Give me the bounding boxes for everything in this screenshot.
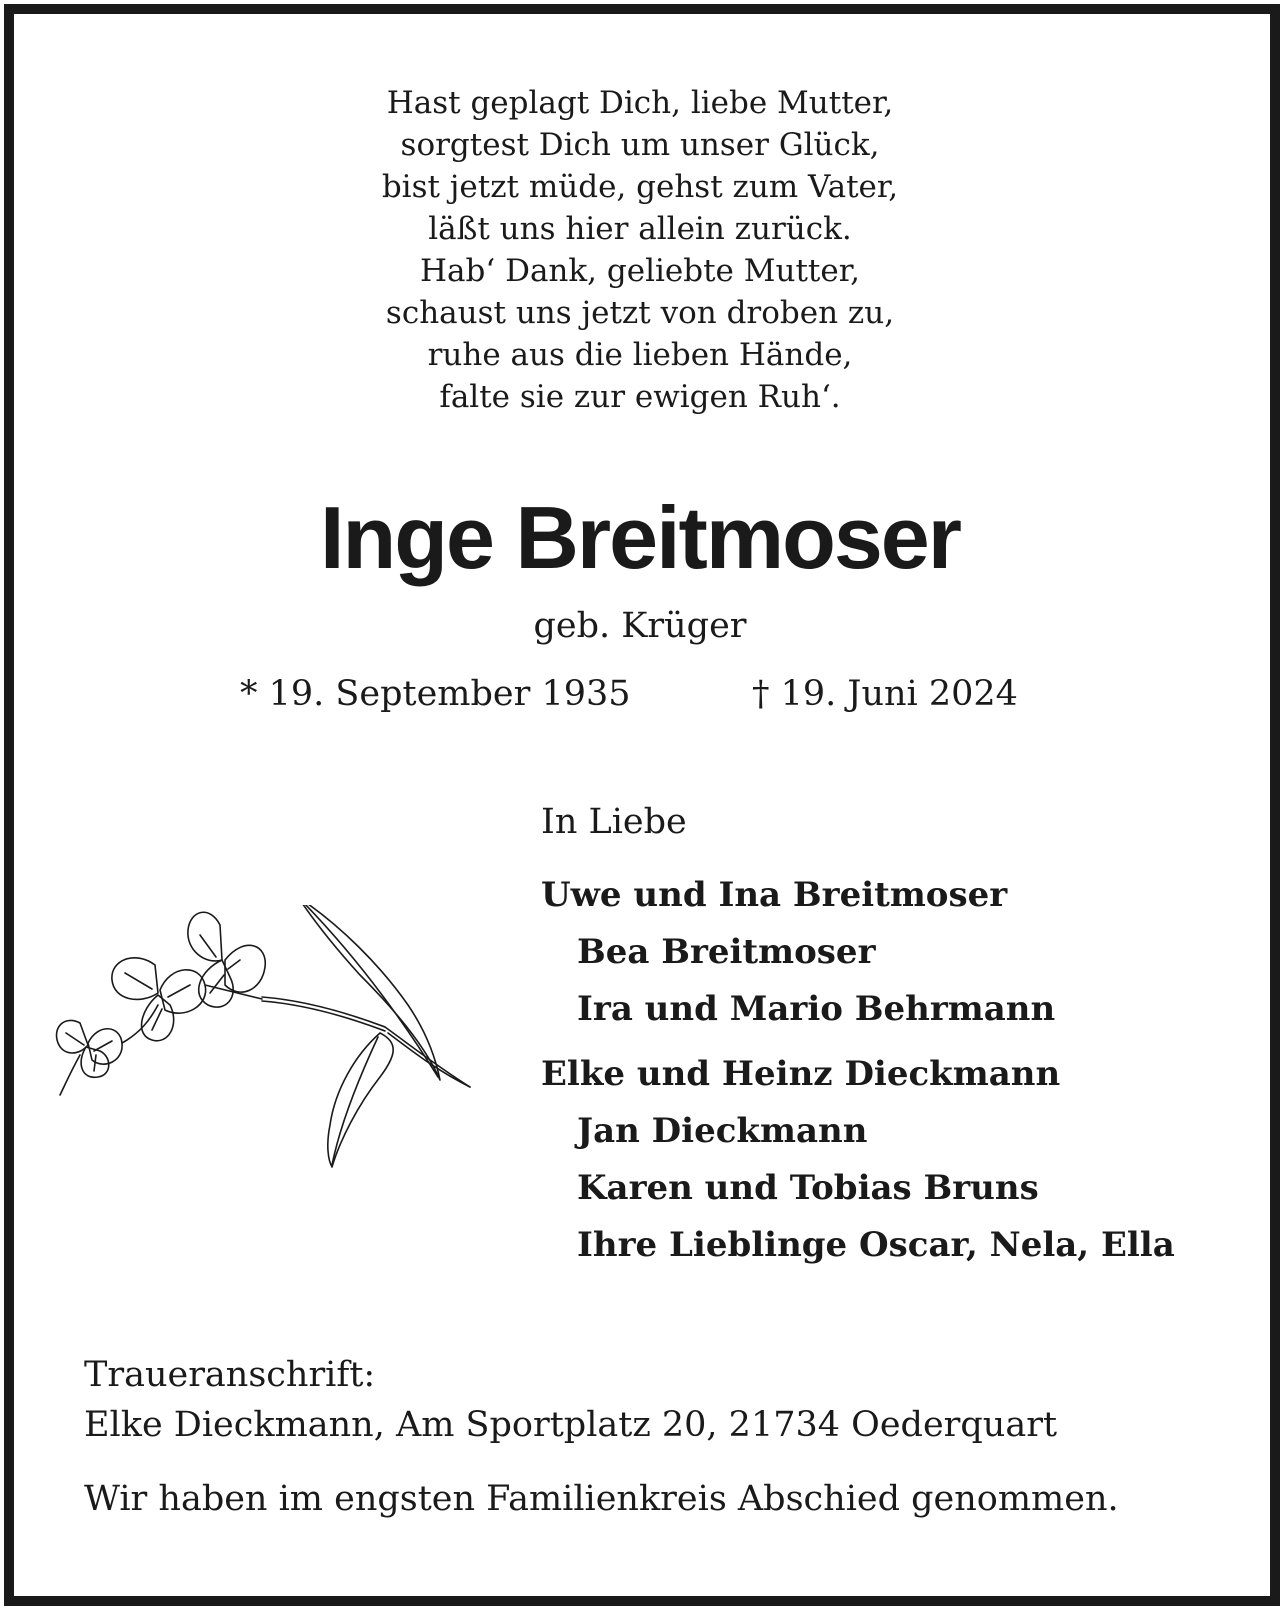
poem-line: läßt uns hier allein zurück. [428,211,852,247]
in-love-intro: In Liebe [541,802,687,842]
mourner-family-head: Uwe und Ina Breitmoser [541,875,1008,915]
mourner-member: Ihre Lieblinge Oscar, Nela, Ella [577,1225,1175,1265]
death-date: † 19. Juni 2024 [752,674,1018,714]
orchid-branch-icon [40,905,490,1205]
mourning-address [84,1350,1057,1450]
poem-line: bist jetzt müde, gehst zum Vater, [381,169,899,205]
poem-line: Hast geplagt Dich, liebe Mutter, [386,85,894,121]
poem [0,82,1280,418]
farewell-note: Wir haben im engsten Familienkreis Abschied genommen. [84,1479,1119,1519]
mourning-address-value: Elke Dieckmann, Am Sportplatz 20, 21734 Oederquart [84,1405,1058,1445]
mourner-member: Jan Dieckmann [577,1111,868,1151]
mourner-member: Bea Breitmoser [577,932,876,972]
poem-line: ruhe aus die lieben Hände, [427,337,853,373]
birth-date: * 19. September 1935 [240,674,631,714]
poem-line: schaust uns jetzt von droben zu, [385,295,895,331]
poem-line: sorgtest Dich um unser Glück, [400,127,880,163]
mourning-address-label: Traueranschrift: [84,1355,376,1395]
poem-line: falte sie zur ewigen Ruh‘. [439,379,841,415]
mourners-list [541,872,1175,1279]
deceased-name: Inge Breitmoser [320,488,960,587]
poem-line: Hab‘ Dank, geliebte Mutter, [420,253,860,289]
mourner-member: Karen und Tobias Bruns [577,1168,1039,1208]
mourner-member: Ira und Mario Behrmann [577,989,1056,1029]
maiden-name: geb. Krüger [533,606,747,646]
mourner-family-head: Elke und Heinz Dieckmann [541,1054,1061,1094]
